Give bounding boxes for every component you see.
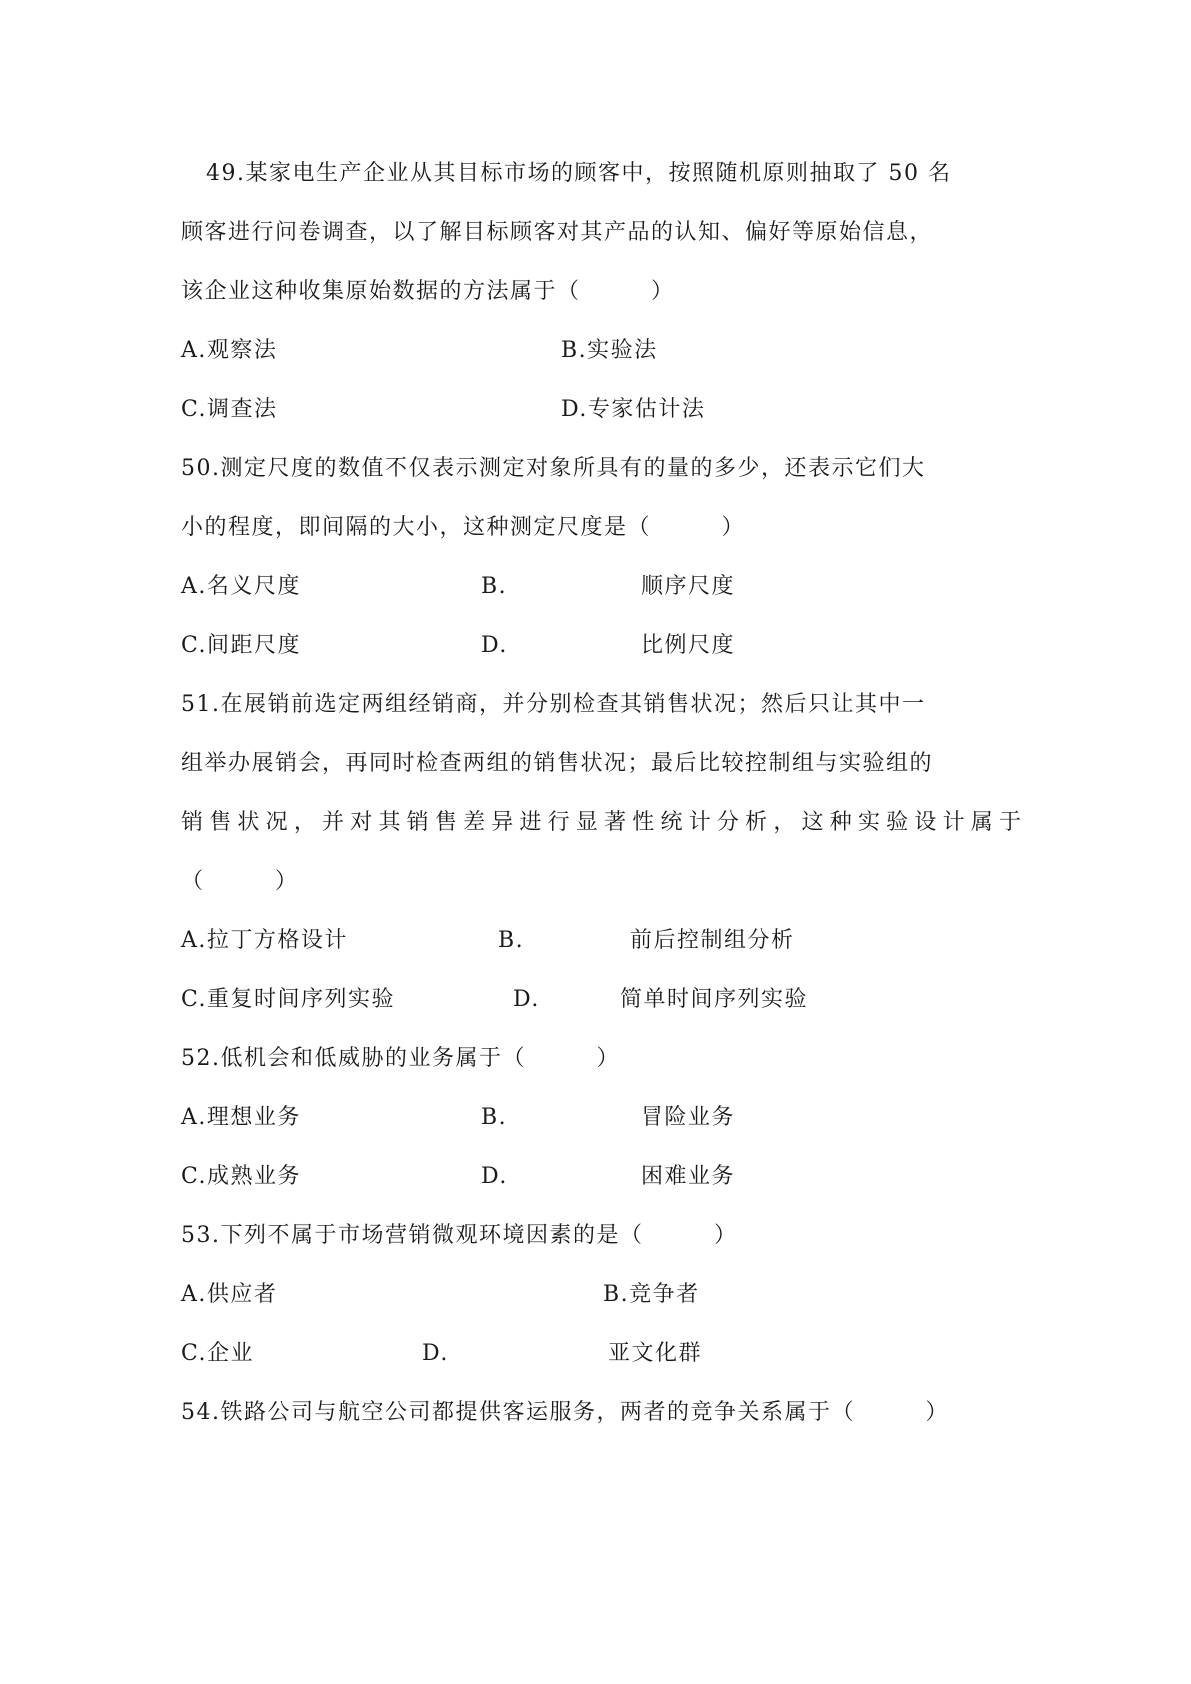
question-51-option-d-letter: D. (513, 987, 540, 1012)
question-51-line-4: （ ） (181, 869, 299, 894)
question-49-option-b: B.实验法 (561, 338, 658, 363)
question-52-option-b-letter: B. (481, 1105, 508, 1130)
question-50-option-d-text: 比例尺度 (641, 633, 736, 658)
question-50-option-c: C.间距尺度 (181, 633, 302, 658)
question-50-option-a: A.名义尺度 (181, 574, 301, 599)
question-50-line-2: 小的程度，即间隔的大小，这种测定尺度是（ ） (181, 515, 746, 540)
question-50-option-b-text: 顺序尺度 (641, 574, 736, 599)
question-53-line-1: 53.下列不属于市场营销微观环境因素的是（ ） (181, 1223, 738, 1248)
question-51-option-a: A.拉丁方格设计 (181, 928, 348, 953)
question-54-line-1: 54.铁路公司与航空公司都提供客运服务，两者的竞争关系属于（ ） (181, 1400, 949, 1425)
question-49-line-3: 该企业这种收集原始数据的方法属于（ ） (181, 279, 675, 304)
question-52-option-d-text: 困难业务 (641, 1164, 736, 1189)
question-51-option-d-text: 简单时间序列实验 (620, 987, 809, 1012)
question-52-option-c: C.成熟业务 (181, 1164, 302, 1189)
question-49-option-d: D.专家估计法 (561, 397, 706, 422)
question-49-option-c: C.调查法 (181, 397, 278, 422)
question-52-option-b-text: 冒险业务 (641, 1105, 736, 1130)
question-52-line-1: 52.低机会和低威胁的业务属于（ ） (181, 1046, 620, 1071)
question-52-option-d-letter: D. (481, 1164, 508, 1189)
question-49-line-2: 顾客进行问卷调查，以了解目标顾客对其产品的认知、偏好等原始信息， (181, 220, 934, 245)
question-53-option-a: A.供应者 (181, 1282, 278, 1307)
question-52-option-a: A.理想业务 (181, 1105, 301, 1130)
question-50-line-1: 50.测定尺度的数值不仅表示测定对象所具有的量的多少，还表示它们大 (181, 456, 926, 481)
question-53-option-d-text: 亚文化群 (608, 1341, 703, 1366)
question-53-option-c: C.企业 (181, 1341, 255, 1366)
question-50-option-d-letter: D. (481, 633, 508, 658)
question-51-option-b-text: 前后控制组分析 (630, 928, 795, 953)
question-51-line-3: 销售状况，并对其销售差异进行显著性统计分析，这种实验设计属于 (181, 810, 1021, 835)
question-50-option-b-letter: B. (481, 574, 508, 599)
question-51-option-b-letter: B. (498, 928, 525, 953)
question-51-line-1: 51.在展销前选定两组经销商，并分别检查其销售状况；然后只让其中一 (181, 692, 926, 717)
question-51-line-2: 组举办展销会，再同时检查两组的销售状况；最后比较控制组与实验组的 (181, 751, 934, 776)
question-51-option-c: C.重复时间序列实验 (181, 987, 396, 1012)
question-49-option-a: A.观察法 (181, 338, 278, 363)
question-53-option-b: B.竞争者 (603, 1282, 700, 1307)
question-53-option-d-letter: D. (422, 1341, 449, 1366)
question-49-line-1: 49.某家电生产企业从其目标市场的顾客中，按照随机原则抽取了 50 名 (206, 161, 952, 186)
